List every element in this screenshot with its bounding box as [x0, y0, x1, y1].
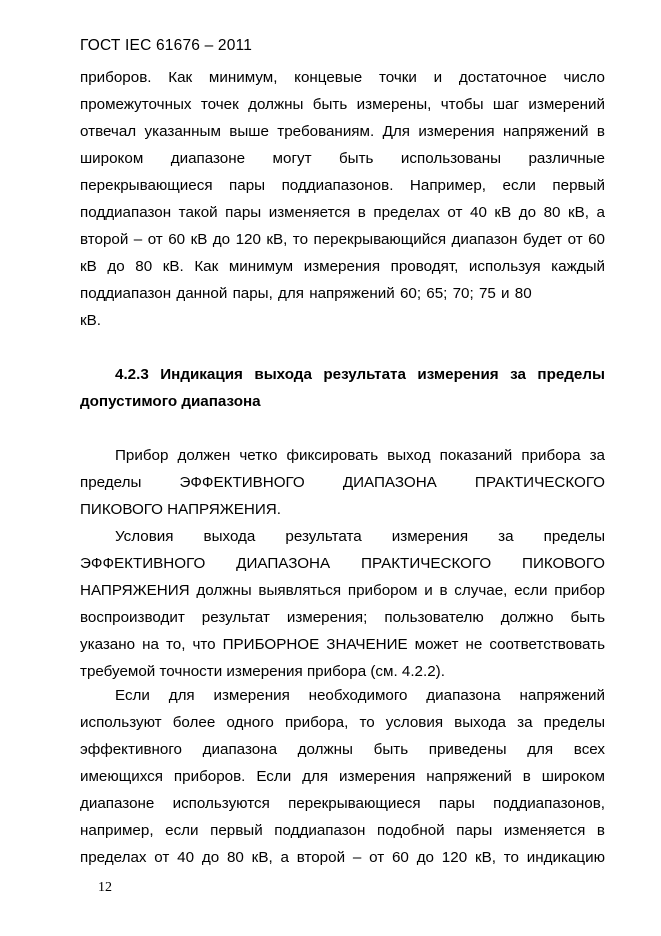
- paragraph-line: поддиапазон данной пары, для напряжений 60; 65; 70; 75 и 80: [80, 285, 532, 302]
- paragraph-line: широком диапазоне могут быть использованы различные: [80, 150, 605, 167]
- paragraph-line: поддиапазон такой пары изменяется в пределах от 40 кВ до 80 кВ, а: [80, 204, 605, 221]
- paragraph-line: перекрывающиеся пары поддиапазонов. Например, если первый: [80, 177, 605, 194]
- paragraph-line: воспроизводит результат измерения; пользователю должно быть: [80, 609, 605, 626]
- paragraph-line: пределах от 40 до 80 кВ, а второй – от 60 до 120 кВ, то индикацию: [80, 849, 605, 866]
- paragraph-line: Условия выхода результата измерения за пределы: [115, 528, 605, 545]
- section-heading: [80, 361, 605, 415]
- paragraph-line: НАПРЯЖЕНИЯ должны выявляться прибором и в случае, если прибор: [80, 582, 605, 599]
- paragraph-line: Если для измерения необходимого диапазона напряжений: [115, 687, 605, 704]
- paragraph-1: [80, 64, 605, 334]
- paragraph-line: кВ до 80 кВ. Как минимум измерения проводят, используя каждый: [80, 258, 605, 275]
- paragraph-line: второй – от 60 кВ до 120 кВ, то перекрывающийся диапазон будет от 60: [80, 231, 605, 248]
- heading-line: допустимого диапазона: [80, 393, 261, 410]
- paragraph-line: ЭФФЕКТИВНОГО ДИАПАЗОНА ПРАКТИЧЕСКОГО ПИКОВОГО: [80, 555, 605, 572]
- paragraph-line: промежуточных точек должны быть измерены, чтобы шаг измерений: [80, 96, 605, 113]
- paragraph-line: например, если первый поддиапазон подобной пары изменяется в: [80, 822, 605, 839]
- paragraph-4: [80, 682, 605, 871]
- paragraph-line: пределы ЭФФЕКТИВНОГО ДИАПАЗОНА ПРАКТИЧЕСКОГО: [80, 474, 605, 491]
- paragraph-line: указано на то, что ПРИБОРНОЕ ЗНАЧЕНИЕ может не соответствовать: [80, 636, 605, 653]
- paragraph-line: отвечал указанным выше требованиям. Для измерения напряжений в: [80, 123, 605, 140]
- paragraph-line: эффективного диапазона должны быть приведены для всех: [80, 741, 605, 758]
- paragraph-line: диапазоне используются перекрывающиеся пары поддиапазонов,: [80, 795, 605, 812]
- paragraph-2: [80, 442, 605, 523]
- heading-line: 4.2.3 Индикация выхода результата измерения за пределы: [115, 366, 605, 383]
- paragraph-line: Прибор должен четко фиксировать выход показаний прибора за: [115, 447, 605, 464]
- paragraph-line: требуемой точности измерения прибора (см. 4.2.2).: [80, 663, 445, 680]
- page-number: 12: [98, 880, 112, 895]
- paragraph-line: кВ.: [80, 312, 101, 329]
- paragraph-line: ПИКОВОГО НАПРЯЖЕНИЯ.: [80, 501, 281, 518]
- paragraph-line: имеющихся приборов. Если для измерения напряжений в широком: [80, 768, 605, 785]
- document-header: ГОСТ IEC 61676 – 2011: [80, 37, 253, 54]
- paragraph-line: приборов. Как минимум, концевые точки и достаточное число: [80, 69, 605, 86]
- paragraph-line: используют более одного прибора, то условия выхода за пределы: [80, 714, 605, 731]
- paragraph-3: [80, 523, 605, 685]
